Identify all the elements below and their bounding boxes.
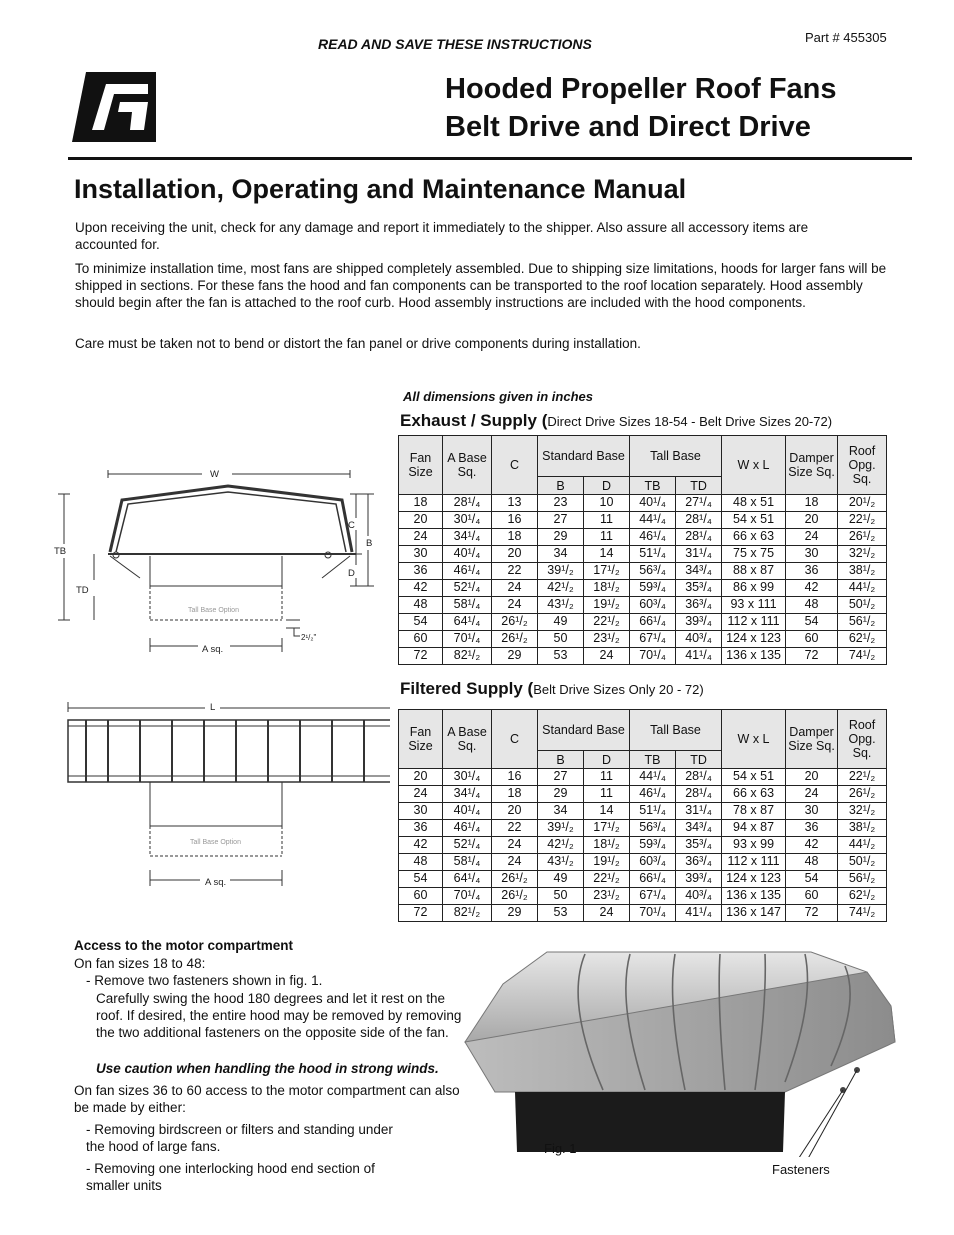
table-cell: 49: [538, 871, 584, 888]
col-tb: TB: [630, 477, 676, 495]
access-option-2: - Removing one interlocking hood end section of smaller units: [86, 1161, 375, 1193]
header-divider: [68, 157, 912, 160]
table-cell: 70¹/₄: [630, 905, 676, 922]
tall-base-label-2: Tall Base Option: [190, 839, 241, 846]
label-a-sq: A sq.: [202, 644, 224, 655]
label-b: B: [366, 538, 373, 549]
filtered-supply-subtitle: Belt Drive Sizes Only 20 - 72: [533, 682, 700, 697]
table-cell: 27: [538, 512, 584, 529]
table-cell: 42: [399, 837, 443, 854]
table-cell: 34¹/₄: [443, 529, 492, 546]
table-row: [399, 888, 887, 905]
front-view-diagram: [50, 696, 390, 896]
table-cell: 60: [786, 631, 838, 648]
table-cell: 26¹/₂: [492, 631, 538, 648]
table-cell: 50¹/₂: [838, 597, 887, 614]
table-cell: 30¹/₄: [443, 512, 492, 529]
table-cell: 28¹/₄: [676, 786, 722, 803]
title-line-1: Hooded Propeller Roof Fans: [445, 73, 837, 105]
table-cell: 59³/₄: [630, 837, 676, 854]
table-cell: 16: [492, 512, 538, 529]
table-cell: 52¹/₄: [443, 837, 492, 854]
table-cell: 20: [492, 546, 538, 563]
table-cell: 42¹/₂: [538, 837, 584, 854]
table-cell: 136 x 135: [722, 648, 786, 665]
table-cell: 20¹/₂: [838, 495, 887, 512]
table-cell: 72: [399, 648, 443, 665]
table-cell: 38¹/₂: [838, 563, 887, 580]
table-cell: 60: [399, 888, 443, 905]
tall-base-label: Tall Base Option: [188, 607, 239, 614]
table-cell: 75 x 75: [722, 546, 786, 563]
table-cell: 30: [786, 546, 838, 563]
access-step-1: - Remove two fasteners shown in fig. 1.: [86, 973, 323, 988]
table-cell: 46¹/₄: [630, 786, 676, 803]
table-cell: 43¹/₂: [538, 854, 584, 871]
table-cell: 34³/₄: [676, 820, 722, 837]
table-cell: 29: [492, 648, 538, 665]
table-cell: 51¹/₄: [630, 803, 676, 820]
table-cell: 18: [492, 529, 538, 546]
table-cell: 23¹/₂: [584, 631, 630, 648]
table-cell: 40³/₄: [676, 631, 722, 648]
table-cell: 56¹/₂: [838, 614, 887, 631]
table-cell: 24: [584, 905, 630, 922]
table-cell: 34¹/₄: [443, 786, 492, 803]
table-cell: 88 x 87: [722, 563, 786, 580]
table-row: [399, 837, 887, 854]
table-cell: 28¹/₄: [676, 769, 722, 786]
table-cell: 39¹/₂: [538, 563, 584, 580]
table-cell: 60: [786, 888, 838, 905]
exhaust-supply-table: [398, 435, 887, 665]
table-cell: 74¹/₂: [838, 905, 887, 922]
table-cell: 54: [399, 614, 443, 631]
table-row: [399, 820, 887, 837]
table-cell: 62¹/₂: [838, 631, 887, 648]
table-cell: 23: [538, 495, 584, 512]
table-cell: 34: [538, 803, 584, 820]
label-c: C: [348, 520, 355, 531]
intro-paragraph-3: Care must be taken not to bend or distort the fan panel or drive components during installation.: [75, 336, 641, 351]
table-cell: 48: [399, 597, 443, 614]
table-cell: 27¹/₄: [676, 495, 722, 512]
table-cell: 74¹/₂: [838, 648, 887, 665]
table-row: [399, 905, 887, 922]
table-cell: 82¹/₂: [443, 905, 492, 922]
table-cell: 124 x 123: [722, 871, 786, 888]
table-cell: 41¹/₄: [676, 905, 722, 922]
col-damper: Damper Size Sq.: [786, 436, 838, 495]
table-cell: 64¹/₄: [443, 871, 492, 888]
table-cell: 35³/₄: [676, 837, 722, 854]
table-cell: 14: [584, 546, 630, 563]
col-damper: Damper Size Sq.: [786, 710, 838, 769]
table-cell: 19¹/₂: [584, 854, 630, 871]
table-cell: 32¹/₂: [838, 803, 887, 820]
table-cell: 29: [492, 905, 538, 922]
table-cell: 13: [492, 495, 538, 512]
label-a-sq-2: A sq.: [205, 877, 227, 888]
col-c: C: [492, 710, 538, 769]
access-heading: Access to the motor compartment: [74, 938, 294, 953]
table-cell: 27: [538, 769, 584, 786]
table-cell: 70¹/₄: [443, 631, 492, 648]
table-cell: 24: [492, 597, 538, 614]
filtered-supply-heading: Filtered Supply (Belt Drive Sizes Only 20 - 72): [400, 679, 704, 698]
access-option-1: - Removing birdscreen or filters and standing under the hood of large fans.: [86, 1122, 393, 1154]
filtered-supply-title: Filtered Supply: [400, 679, 523, 698]
table-cell: 39¹/₂: [538, 820, 584, 837]
table-cell: 112 x 111: [722, 854, 786, 871]
table-cell: 46¹/₄: [443, 563, 492, 580]
table-cell: 72: [399, 905, 443, 922]
table-cell: 18: [786, 495, 838, 512]
intro-paragraph-2: To minimize installation time, most fans are shipped completely assembled. Due to shipping size limitations, hoods for larger fans will be shipped in sections. For these fans the hood and fan components can be transported to the roof location separately. Hood assembly should begin after the fan is attached to the roof curb. Hood assembly instructions are included with the hood components.: [75, 261, 887, 310]
table-cell: 26¹/₂: [492, 871, 538, 888]
title-line-2: Belt Drive and Direct Drive: [445, 111, 811, 143]
table-cell: 48: [786, 597, 838, 614]
table-cell: 38¹/₂: [838, 820, 887, 837]
col-standard-base: Standard Base: [538, 710, 630, 751]
col-roof-opg: Roof Opg. Sq.: [838, 436, 887, 495]
table-cell: 36: [786, 820, 838, 837]
table-cell: 30: [399, 546, 443, 563]
table-cell: 36: [786, 563, 838, 580]
table-cell: 32¹/₂: [838, 546, 887, 563]
access-line-2: On fan sizes 36 to 60 access to the motor compartment can also be made by either:: [74, 1083, 460, 1115]
table-cell: 34: [538, 546, 584, 563]
fasteners-label: Fasteners: [772, 1162, 830, 1177]
table-cell: 82¹/₂: [443, 648, 492, 665]
table-cell: 18¹/₂: [584, 580, 630, 597]
col-b: B: [538, 751, 584, 769]
table-cell: 40¹/₄: [443, 546, 492, 563]
table-cell: 93 x 99: [722, 837, 786, 854]
read-save-notice: READ AND SAVE THESE INSTRUCTIONS: [318, 36, 592, 52]
table-cell: 56³/₄: [630, 563, 676, 580]
table-cell: 64¹/₄: [443, 614, 492, 631]
col-roof-opg: Roof Opg. Sq.: [838, 710, 887, 769]
col-td: TD: [676, 477, 722, 495]
table-cell: 18: [399, 495, 443, 512]
access-line-1: On fan sizes 18 to 48:: [74, 956, 206, 971]
table-cell: 29: [538, 529, 584, 546]
table-cell: 62¹/₂: [838, 888, 887, 905]
table-row: [399, 597, 887, 614]
table-cell: 42: [786, 580, 838, 597]
col-tall-base: Tall Base: [630, 436, 722, 477]
table-cell: 28¹/₄: [676, 529, 722, 546]
table-cell: 42¹/₂: [538, 580, 584, 597]
table-cell: 42: [399, 580, 443, 597]
table-cell: 17¹/₂: [584, 563, 630, 580]
table-row: [399, 512, 887, 529]
filtered-supply-table: [398, 709, 887, 922]
table-cell: 39³/₄: [676, 614, 722, 631]
col-tb: TB: [630, 751, 676, 769]
col-standard-base: Standard Base: [538, 436, 630, 477]
company-logo: [72, 72, 156, 142]
table-cell: 59³/₄: [630, 580, 676, 597]
table-row: [399, 786, 887, 803]
label-td: TD: [76, 585, 89, 596]
table-cell: 48 x 51: [722, 495, 786, 512]
access-step-1-detail: Carefully swing the hood 180 degrees and let it rest on the roof. If desired, the entire hood may be removed by removing the two additional fasteners on the opposite side of the fan.: [96, 991, 462, 1040]
table-row: [399, 614, 887, 631]
table-cell: 35³/₄: [676, 580, 722, 597]
table-cell: 30: [399, 803, 443, 820]
col-a-base: A Base Sq.: [443, 436, 492, 495]
table-cell: 24: [584, 648, 630, 665]
table-cell: 86 x 99: [722, 580, 786, 597]
table-row: [399, 580, 887, 597]
table-cell: 60³/₄: [630, 597, 676, 614]
table-row: [399, 648, 887, 665]
table-cell: 54 x 51: [722, 769, 786, 786]
table-cell: 24: [786, 529, 838, 546]
label-tb: TB: [54, 546, 67, 557]
table-cell: 11: [584, 512, 630, 529]
table-cell: 22¹/₂: [584, 614, 630, 631]
exhaust-supply-heading: Exhaust / Supply (Direct Drive Sizes 18-54 - Belt Drive Sizes 20-72): [400, 411, 833, 430]
table-cell: 60³/₄: [630, 854, 676, 871]
table-cell: 54: [786, 871, 838, 888]
table-cell: 40¹/₄: [630, 495, 676, 512]
table-cell: 112 x 111: [722, 614, 786, 631]
table-cell: 22¹/₂: [838, 769, 887, 786]
table-cell: 58¹/₄: [443, 597, 492, 614]
table-cell: 50: [538, 888, 584, 905]
table-cell: 53: [538, 905, 584, 922]
table-cell: 60: [399, 631, 443, 648]
part-number: Part # 455305: [805, 30, 887, 45]
table-cell: 49: [538, 614, 584, 631]
table-cell: 72: [786, 648, 838, 665]
table-cell: 18¹/₂: [584, 837, 630, 854]
table-cell: 36³/₄: [676, 597, 722, 614]
table-cell: 50¹/₂: [838, 854, 887, 871]
table-cell: 26¹/₂: [492, 614, 538, 631]
table-cell: 67¹/₄: [630, 888, 676, 905]
table-cell: 46¹/₄: [630, 529, 676, 546]
table-cell: 94 x 87: [722, 820, 786, 837]
page-title: [445, 70, 837, 146]
table-cell: 28¹/₄: [443, 495, 492, 512]
table-cell: 54: [399, 871, 443, 888]
table-cell: 40¹/₄: [443, 803, 492, 820]
table-row: [399, 563, 887, 580]
table-cell: 22: [492, 563, 538, 580]
table-cell: 14: [584, 803, 630, 820]
table-cell: 17¹/₂: [584, 820, 630, 837]
caution-note: Use caution when handling the hood in strong winds.: [96, 1061, 439, 1076]
table-cell: 46¹/₄: [443, 820, 492, 837]
col-b: B: [538, 477, 584, 495]
table-cell: 36: [399, 820, 443, 837]
table-cell: 11: [584, 769, 630, 786]
table-row: [399, 854, 887, 871]
table-cell: 31¹/₄: [676, 546, 722, 563]
table-cell: 56³/₄: [630, 820, 676, 837]
table-cell: 19¹/₂: [584, 597, 630, 614]
table-cell: 20: [492, 803, 538, 820]
table-cell: 58¹/₄: [443, 854, 492, 871]
table-cell: 39³/₄: [676, 871, 722, 888]
col-d: D: [584, 751, 630, 769]
side-view-diagram: [50, 460, 390, 665]
label-2-5-inch: 2¹/₂": [301, 633, 317, 642]
col-d: D: [584, 477, 630, 495]
table-cell: 54: [786, 614, 838, 631]
table-cell: 136 x 147: [722, 905, 786, 922]
table-row: [399, 871, 887, 888]
table-cell: 52¹/₄: [443, 580, 492, 597]
table-cell: 20: [399, 512, 443, 529]
table-cell: 124 x 123: [722, 631, 786, 648]
table-cell: 30¹/₄: [443, 769, 492, 786]
table-cell: 11: [584, 529, 630, 546]
table-cell: 29: [538, 786, 584, 803]
table-cell: 24: [492, 837, 538, 854]
col-tall-base: Tall Base: [630, 710, 722, 751]
figure-label: Fig. 1: [544, 1141, 577, 1156]
hood-fan-illustration: [455, 942, 915, 1157]
table-cell: 44¹/₂: [838, 580, 887, 597]
label-w: W: [210, 469, 219, 480]
table-row: [399, 495, 887, 512]
table-cell: 40³/₄: [676, 888, 722, 905]
table-cell: 16: [492, 769, 538, 786]
table-cell: 50: [538, 631, 584, 648]
table-cell: 24: [492, 854, 538, 871]
table-cell: 54 x 51: [722, 512, 786, 529]
table-cell: 22¹/₂: [584, 871, 630, 888]
exhaust-supply-subtitle: Direct Drive Sizes 18-54 - Belt Drive Sizes 20-72: [547, 414, 828, 429]
table-cell: 42: [786, 837, 838, 854]
table-cell: 23¹/₂: [584, 888, 630, 905]
table-cell: 24: [786, 786, 838, 803]
table-cell: 56¹/₂: [838, 871, 887, 888]
table-cell: 44¹/₂: [838, 837, 887, 854]
table-cell: 26¹/₂: [838, 529, 887, 546]
table-row: [399, 803, 887, 820]
table-cell: 30: [786, 803, 838, 820]
table-cell: 22: [492, 820, 538, 837]
manual-title: Installation, Operating and Maintenance Manual: [74, 174, 687, 204]
col-wxl: W x L: [722, 710, 786, 769]
table-cell: 67¹/₄: [630, 631, 676, 648]
col-fan-size: Fan Size: [399, 436, 443, 495]
table-cell: 93 x 111: [722, 597, 786, 614]
table-cell: 66 x 63: [722, 529, 786, 546]
table-row: [399, 631, 887, 648]
col-wxl: W x L: [722, 436, 786, 495]
label-d: D: [348, 568, 355, 579]
table-cell: 26¹/₂: [838, 786, 887, 803]
table-cell: 44¹/₄: [630, 769, 676, 786]
table-cell: 18: [492, 786, 538, 803]
table-cell: 136 x 135: [722, 888, 786, 905]
table-cell: 22¹/₂: [838, 512, 887, 529]
table-cell: 66¹/₄: [630, 871, 676, 888]
col-a-base: A Base Sq.: [443, 710, 492, 769]
table-cell: 70¹/₄: [443, 888, 492, 905]
table-cell: 66¹/₄: [630, 614, 676, 631]
col-td: TD: [676, 751, 722, 769]
table-cell: 72: [786, 905, 838, 922]
table-cell: 66 x 63: [722, 786, 786, 803]
table-cell: 10: [584, 495, 630, 512]
table-cell: 48: [399, 854, 443, 871]
table-cell: 78 x 87: [722, 803, 786, 820]
intro-paragraph-1: Upon receiving the unit, check for any damage and report it immediately to the shipper. Also assure all accessory items are accounted for.: [75, 220, 809, 252]
table-cell: 24: [492, 580, 538, 597]
table-cell: 20: [786, 769, 838, 786]
table-cell: 24: [399, 786, 443, 803]
table-cell: 26¹/₂: [492, 888, 538, 905]
table-cell: 43¹/₂: [538, 597, 584, 614]
table-cell: 20: [786, 512, 838, 529]
table-cell: 36: [399, 563, 443, 580]
exhaust-supply-title: Exhaust / Supply: [400, 411, 537, 430]
dimensions-note: All dimensions given in inches: [403, 389, 593, 404]
table-cell: 31¹/₄: [676, 803, 722, 820]
table-cell: 48: [786, 854, 838, 871]
table-cell: 36³/₄: [676, 854, 722, 871]
table-cell: 28¹/₄: [676, 512, 722, 529]
table-cell: 53: [538, 648, 584, 665]
table-cell: 44¹/₄: [630, 512, 676, 529]
col-fan-size: Fan Size: [399, 710, 443, 769]
label-l: L: [210, 702, 216, 713]
table-cell: 51¹/₄: [630, 546, 676, 563]
table-cell: 70¹/₄: [630, 648, 676, 665]
table-row: [399, 546, 887, 563]
table-cell: 20: [399, 769, 443, 786]
table-row: [399, 769, 887, 786]
table-cell: 11: [584, 786, 630, 803]
table-cell: 41¹/₄: [676, 648, 722, 665]
table-cell: 34³/₄: [676, 563, 722, 580]
table-row: [399, 529, 887, 546]
col-c: C: [492, 436, 538, 495]
table-cell: 24: [399, 529, 443, 546]
